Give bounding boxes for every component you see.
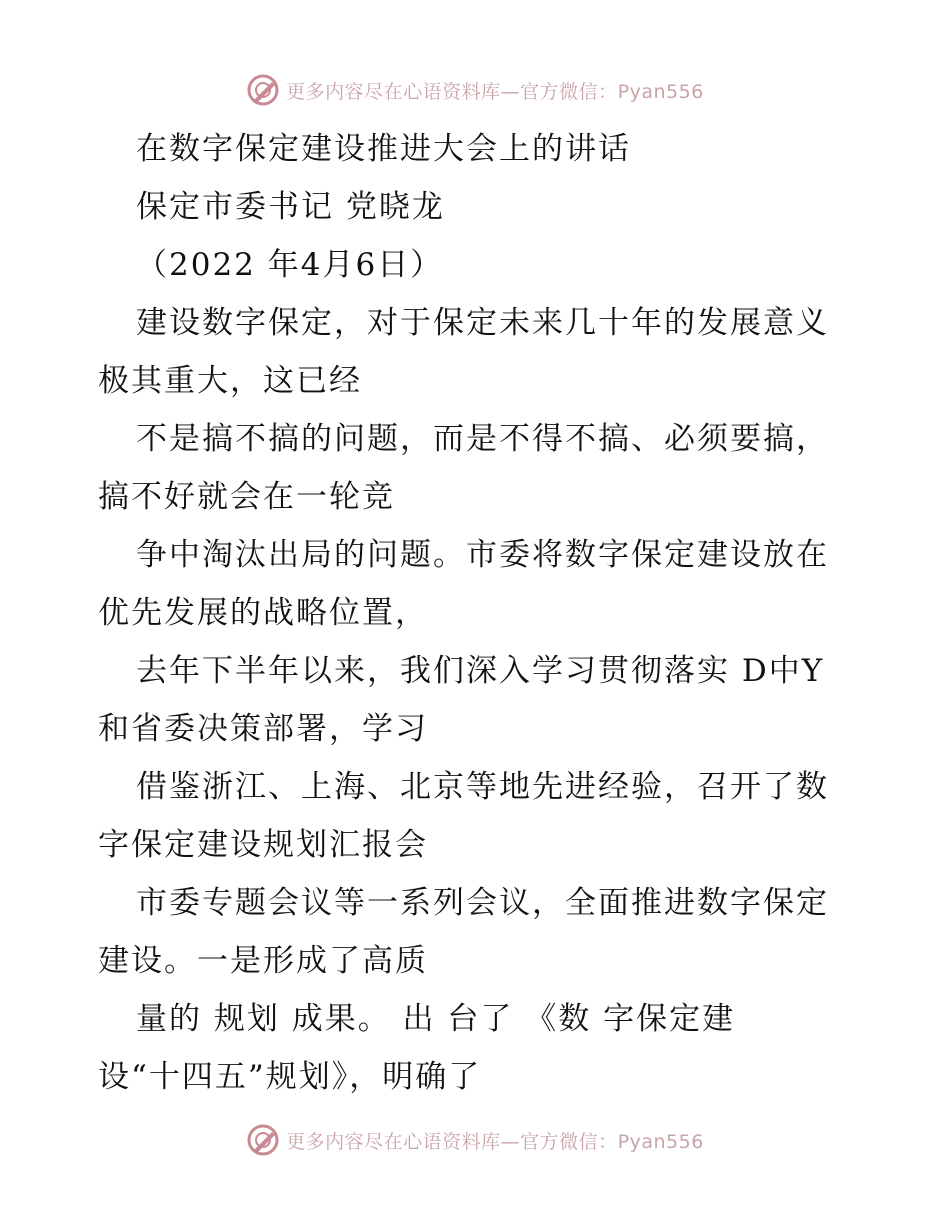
text-line: 量的 规划 成果。 出 台了 《数 字保定建 (136, 1001, 736, 1037)
header-wechat-text: 官方微信：Pyan556 (520, 80, 704, 103)
speech-title: 在数字保定建设推进大会上的讲话 (136, 131, 631, 167)
text-line: 市委专题会议等一系列会议，全面推进数字保定 (136, 885, 829, 921)
date-line: （2022 年4月6日） (136, 247, 444, 283)
header-watermark (0, 70, 950, 110)
speaker-line: 保定市委书记 党晓龙 (136, 189, 445, 225)
text-line: 优先发展的战略位置， (98, 595, 428, 631)
text-line: 建设数字保定，对于保定未来几十年的发展意义 (136, 305, 829, 341)
header-site-text: 更多内容尽在心语资料库 (286, 80, 501, 103)
footer-dash: — (500, 1130, 521, 1153)
text-line: 建设。一是形成了高质 (98, 943, 428, 979)
header-dash: — (500, 80, 521, 103)
text-line: 和省委决策部署，学习 (98, 711, 428, 747)
text-line: 争中淘汰出局的问题。市委将数字保定建设放在 (136, 537, 829, 573)
text-line: 字保定建设规划汇报会 (98, 827, 428, 863)
document-body (98, 120, 858, 1106)
text-line: 借鉴浙江、上海、北京等地先进经验，召开了数 (136, 769, 829, 805)
footer-watermark (0, 1120, 950, 1160)
pen-logo-icon (246, 1123, 280, 1157)
text-line: 不是搞不搞的问题，而是不得不搞、必须要搞， (136, 421, 829, 457)
pen-logo-icon (246, 73, 280, 107)
text-line: 搞不好就会在一轮竞 (98, 479, 395, 515)
text-line: 极其重大，这已经 (98, 363, 362, 399)
text-line: 去年下半年以来，我们深入学习贯彻落实 D中Y (136, 653, 825, 689)
text-line: 设“十四五”规划》，明确了 (98, 1059, 482, 1095)
footer-site-text: 更多内容尽在心语资料库 (286, 1130, 501, 1153)
footer-wechat-text: 官方微信：Pyan556 (520, 1130, 704, 1153)
